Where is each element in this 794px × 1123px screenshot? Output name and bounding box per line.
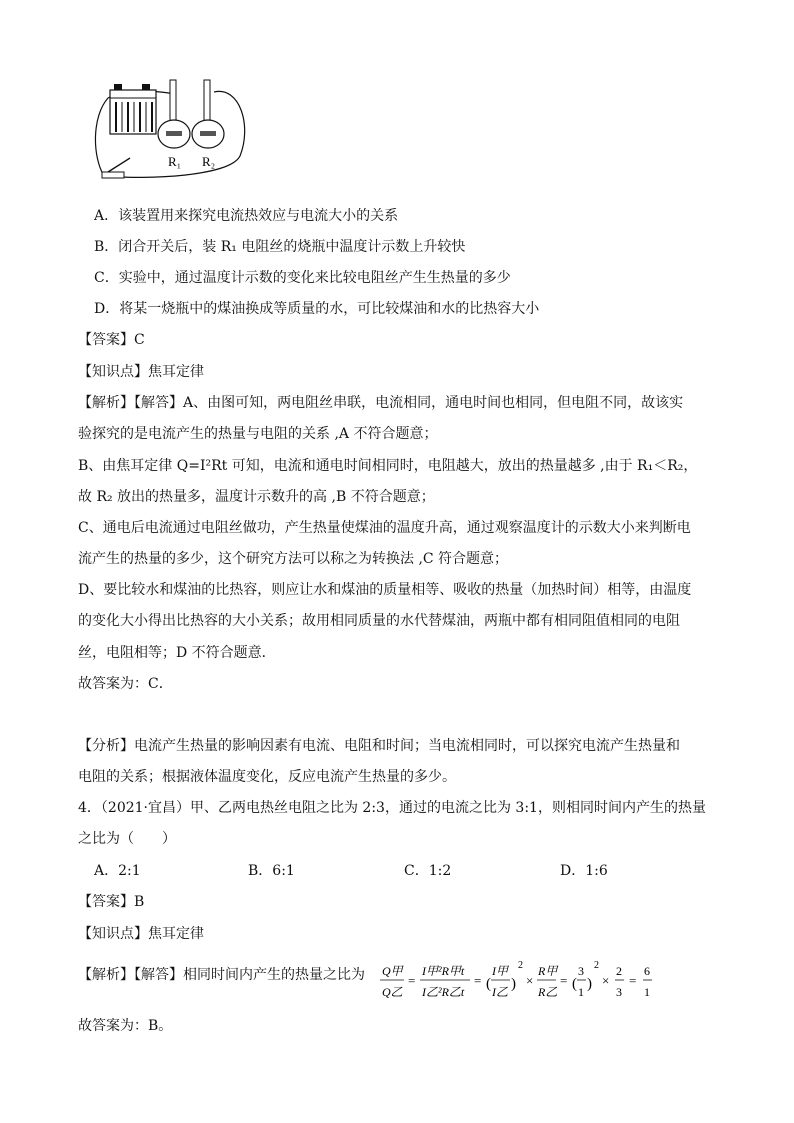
flask-r1-icon (158, 80, 190, 148)
formula-one: 1 (578, 985, 584, 999)
formula-eq: = (560, 973, 568, 988)
formula-eq: = (408, 973, 416, 988)
formula-three-b: 3 (616, 985, 622, 999)
formula-q-den: Q乙 (382, 985, 403, 999)
q3-analysis-line: 故 R₂ 放出的热量多，温度计示数升的高 ,B 不符合题意； (78, 489, 435, 505)
q3-analysis-line: D、要比较水和煤油的比热容，则应让水和煤油的质量相等、吸收的热量（加热时间）相等，由温度 (78, 582, 692, 598)
q3-analysis-line: 流产生的热量的多少，这个研究方法可以称之为转换法 ,C 符合题意； (78, 551, 509, 567)
q3-option-a: A．该装置用来探究电流热效应与电流大小的关系 (94, 208, 399, 224)
q4-option-d: D．1:6 (560, 863, 608, 879)
flask-r2-icon (192, 80, 224, 148)
formula-rparen: ) (587, 976, 592, 992)
q3-option-b: B．闭合开关后，装 R₁ 电阻丝的烧瓶中温度计示数上升较快 (94, 239, 466, 255)
q4-option-b: B．6:1 (248, 863, 295, 879)
label-r1: R₁ (168, 154, 182, 169)
q4-stem-line: 之比为（ ） (78, 831, 176, 847)
formula-eq: = (474, 973, 482, 988)
formula-i-num: I甲 (492, 964, 508, 978)
q4-option-c: C．1:2 (404, 863, 452, 879)
formula-eq: = (629, 973, 637, 988)
formula-i-den: I乙 (492, 985, 508, 999)
q3-analysis-line: 丝，电阻相等；D 不符合题意． (78, 645, 276, 661)
formula-rparen: ) (511, 976, 516, 992)
q3-fenxi-line: 电阻的关系；根据液体温度变化，反应电流产生热量的多少。 (78, 769, 456, 785)
formula-lparen: ( (572, 976, 577, 992)
formula-times: × (526, 973, 534, 988)
q4-option-a: A．2:1 (94, 863, 141, 879)
formula-q-num: Q甲 (382, 964, 403, 978)
q3-analysis-line: B、由焦耳定律 Q=I²Rt 可知，电流和通电时间相同时，电阻越大，放出的热量越多 ,由于 R₁＜R₂， (78, 458, 698, 474)
formula-square: 2 (518, 960, 523, 971)
q3-option-c: C．实验中，通过温度计示数的变化来比较电阻丝产生生热量的多少 (94, 270, 511, 286)
q4-final-answer: 故答案为：B。 (78, 1018, 173, 1034)
formula-one-b: 1 (644, 985, 650, 999)
q4-knowledge: 【知识点】焦耳定律 (78, 926, 204, 942)
formula-r-num: R甲 (538, 964, 558, 978)
q3-analysis-line: 【解析】【解答】A、由图可知，两电阻丝串联，电流相同，通电时间也相同，但电阻不同，故该实 (78, 395, 684, 411)
formula-r-den: R乙 (538, 985, 558, 999)
formula-two: 2 (616, 964, 622, 978)
formula-six: 6 (644, 964, 650, 978)
heat-ratio-formula (380, 958, 680, 1008)
q4-answer: 【答案】B (78, 894, 145, 910)
q3-knowledge: 【知识点】焦耳定律 (78, 364, 204, 380)
q4-stem-line: 4．（2021·宜昌）甲、乙两电热丝电阻之比为 2:3，通过的电流之比为 3:1，则相同时间内产生的热量 (78, 800, 706, 816)
q3-analysis-line: C、通电后电流通过电阻丝做功，产生热量使煤油的温度升高，通过观察温度计的示数大小来判断电 (78, 520, 691, 536)
circuit-diagram (90, 76, 250, 186)
switch-icon (102, 158, 130, 178)
formula-den2: I乙²R乙t (422, 985, 465, 999)
q3-fenxi-line: 【分析】电流产生热量的影响因素有电流、电阻和时间；当电流相同时，可以探究电流产生热量和 (78, 738, 680, 754)
formula-three: 3 (578, 964, 584, 978)
label-r2: R₂ (202, 154, 216, 169)
q3-analysis-line: 验探究的是电流产生的热量与电阻的关系 ,A 不符合题意； (78, 426, 438, 442)
formula-num2: I甲²R甲t (422, 964, 465, 978)
formula-square: 2 (594, 960, 599, 971)
formula-lparen: ( (486, 976, 491, 992)
battery-icon (110, 84, 156, 134)
q3-final-answer: 故答案为：C． (78, 676, 173, 692)
q4-analysis-prefix: 【解析】【解答】相同时间内产生的热量之比为 (78, 967, 365, 983)
q3-answer: 【答案】C (78, 332, 145, 348)
formula-times: × (602, 973, 610, 988)
q3-analysis-line: 的变化大小得出比热容的大小关系；故用相同质量的水代替煤油，两瓶中都有相同阻值相同的电阻 (78, 613, 680, 629)
q3-option-d: D．将某一烧瓶中的煤油换成等质量的水，可比较煤油和水的比热容大小 (94, 301, 540, 317)
